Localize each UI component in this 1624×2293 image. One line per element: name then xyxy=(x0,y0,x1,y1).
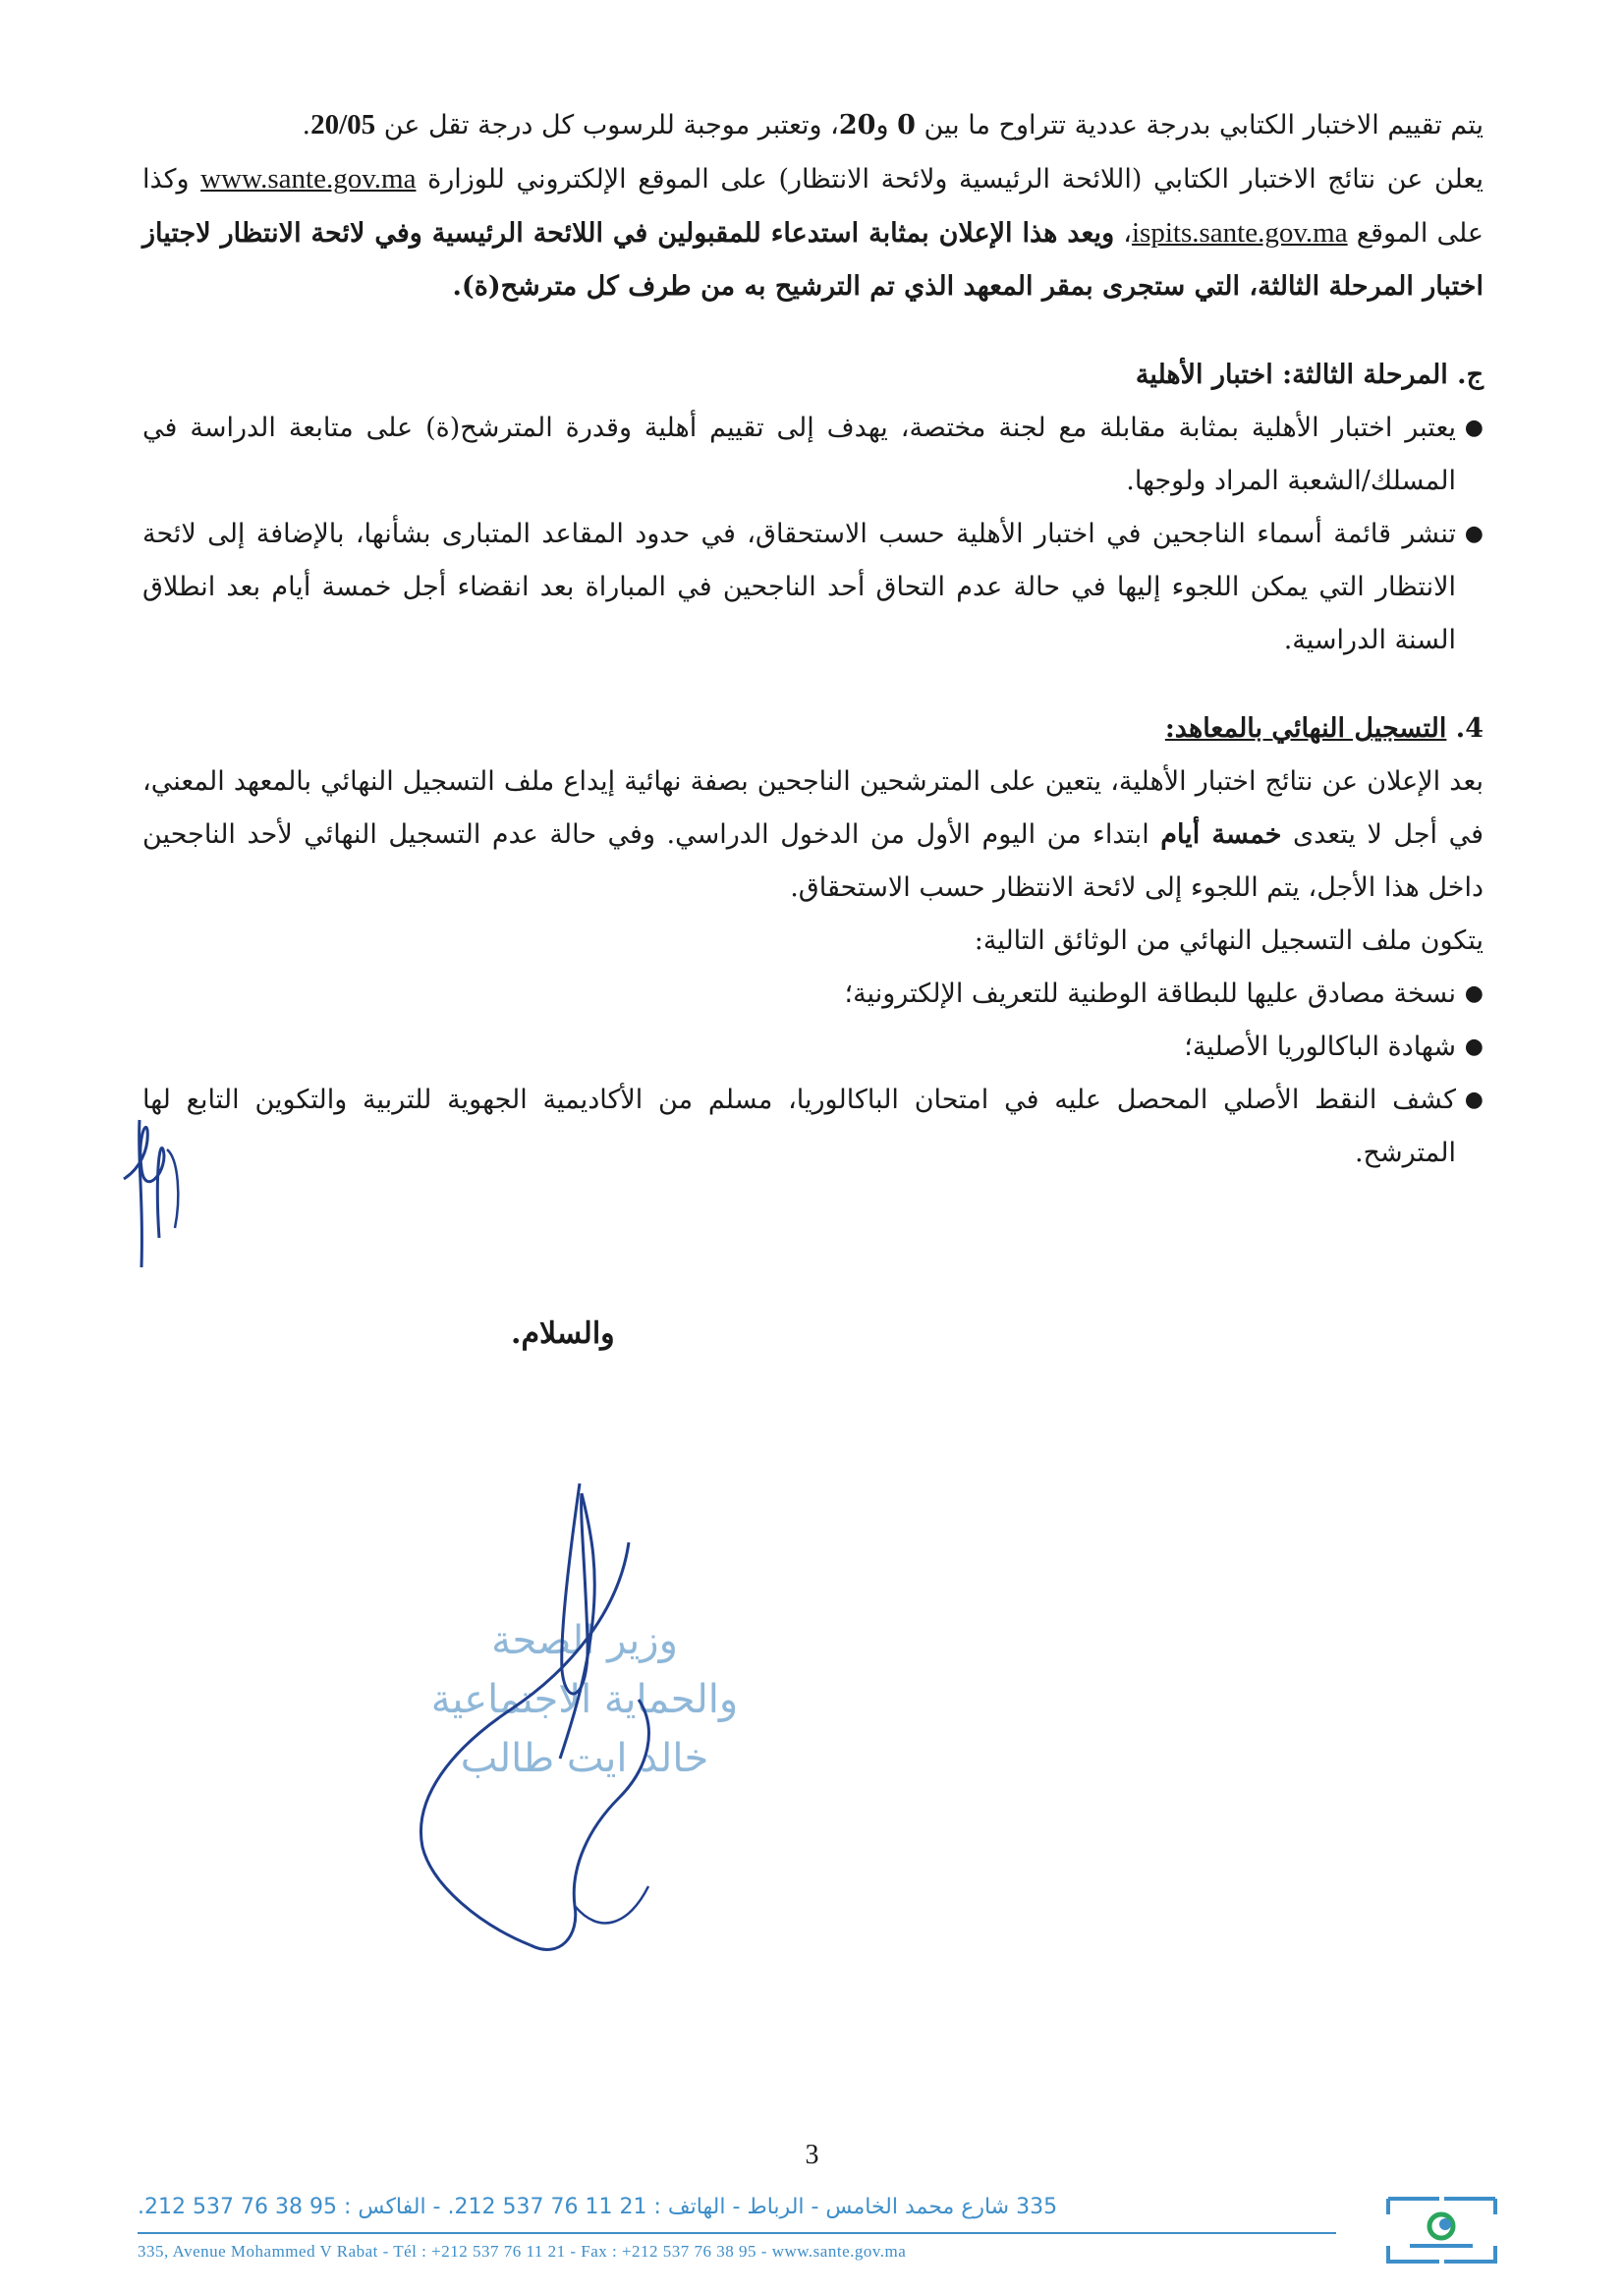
bullet-icon: ● xyxy=(1464,981,1484,1006)
min-grade: 0 xyxy=(897,110,916,140)
bullet-icon: ● xyxy=(1464,1035,1484,1059)
footer-latin-address: 335, Avenue Mohammed V Rabat - Tél : +212 537 76 11 21 - Fax : +212 537 76 38 95 - www.sante.gov.ma xyxy=(138,2242,907,2261)
section-number: 4. xyxy=(1455,713,1484,744)
list-item xyxy=(142,1074,1484,1180)
initials-signature-icon xyxy=(120,1110,198,1277)
results-announcement-paragraph xyxy=(142,152,1484,313)
grading-text: يتم تقييم الاختبار الكتابي بدرجة عددية تتراوح ما بين xyxy=(915,110,1484,140)
registration-text-rest: ابتداء من اليوم الأول من الدخول الدراسي. وفي حالة عدم التسجيل النهائي لأحد الناجحين داخل هذا الأجل، يتم اللجوء إلى لائحة الانتظار حسب الاستحقاق. xyxy=(142,819,1484,903)
ministry-website-link[interactable]: www.sante.gov.ma xyxy=(200,163,417,195)
final-registration-paragraph xyxy=(142,755,1484,915)
stamp-ministry: والحماية الاجتماعية xyxy=(430,1677,739,1722)
final-registration-heading xyxy=(142,702,1484,755)
written-test-grading-paragraph xyxy=(142,98,1484,152)
list-item-text: كشف النقط الأصلي المحصل عليه في امتحان الباكالوريا، مسلم من الأكاديمية الجهوية للتربية والتكوين التابع لها المترشح. xyxy=(142,1085,1456,1168)
bullet-icon: ● xyxy=(1464,416,1484,440)
aptitude-test-list xyxy=(142,402,1484,667)
letterhead-footer xyxy=(138,2191,1503,2279)
list-item xyxy=(142,402,1484,508)
grading-text-fail: ، وتعتبر موجبة للرسوب كل درجة تقل عن xyxy=(375,110,839,140)
minister-signature-icon xyxy=(334,1474,845,1985)
results-text-also: وكذا على الموقع xyxy=(142,164,1484,249)
ispits-website-link[interactable]: ispits.sante.gov.ma xyxy=(1131,217,1348,249)
list-item-text: شهادة الباكالوريا الأصلية؛ xyxy=(1184,1032,1456,1062)
page-number: 3 xyxy=(805,2140,819,2170)
footer-arabic-address: 335 شارع محمد الخامس - الرباط - الهاتف : 21 11 76 537 212. - الفاكس : 95 38 76 537 212. xyxy=(138,2195,1058,2219)
convocation-notice: ويعد هذا الإعلان بمثابة استدعاء للمقبولين في اللائحة الرئيسية وفي لائحة الانتظار لاجتياز اختبار المرحلة الثالثة، التي ستجرى بمقر المعهد الذي تم الترشيح به من طرف كل مترشح(ة). xyxy=(142,218,1484,302)
stage-three-heading: ج. المرحلة الثالثة: اختبار الأهلية xyxy=(1135,360,1484,390)
list-item-text: نسخة مصادق عليها للبطاقة الوطنية للتعريف الإلكترونية؛ xyxy=(844,979,1456,1009)
list-item xyxy=(142,968,1484,1021)
list-item-text: تنشر قائمة أسماء الناجحين في اختبار الأهلية حسب الاستحقاق، في حدود المقاعد المتبارى بشأنها، بالإضافة إلى لائحة الانتظار التي يمكن اللجوء إليها في حالة عدم التحاق أحد الناجحين في المباراة بعد انقضاء أجل خمسة أيام بعد انطلاق السنة الدراسية. xyxy=(142,519,1456,655)
documents-intro: يتكون ملف التسجيل النهائي من الوثائق التالية: xyxy=(974,925,1484,956)
list-item-text: يعتبر اختبار الأهلية بمثابة مقابلة مع لجنة مختصة، يهدف إلى تقييم أهلية وقدرة المترشح(ة) على متابعة الدراسة في المسلك/الشعبة المراد ولوجها. xyxy=(142,413,1456,496)
bullet-icon: ● xyxy=(1464,1088,1484,1112)
document-body xyxy=(142,98,1484,1180)
results-text-comma: ، xyxy=(1114,218,1132,249)
list-item xyxy=(142,508,1484,667)
deadline-emphasis: خمسة أيام xyxy=(1160,819,1282,850)
grading-text-and: و xyxy=(875,110,898,140)
fail-threshold: 20/05 xyxy=(310,109,376,140)
ministry-logo-icon xyxy=(1380,2191,1503,2269)
bullet-icon: ● xyxy=(1464,522,1484,546)
registration-text: بعد الإعلان عن نتائج اختبار الأهلية، يتعين على المترشحين الناجحين بصفة نهائية إيداع ملف التسجيل النهائي بالمعهد المعني، في أجل لا يتعدى xyxy=(142,766,1484,850)
closing-salutation: والسلام. xyxy=(511,1316,615,1351)
grading-text-end: . xyxy=(302,110,311,140)
stamp-name: خالد ايت طالب xyxy=(460,1736,709,1781)
results-text: يعلن عن نتائج الاختبار الكتابي (اللائحة الرئيسية ولائحة الانتظار) على الموقع الإلكتروني للوزارة xyxy=(416,164,1484,195)
footer-divider xyxy=(138,2232,1336,2234)
required-documents-list xyxy=(142,968,1484,1180)
max-grade: 20 xyxy=(838,110,876,140)
stamp-title: وزير الصحة xyxy=(491,1618,678,1663)
list-item xyxy=(142,1021,1484,1074)
section-title: التسجيل النهائي بالمعاهد: xyxy=(1164,713,1447,744)
